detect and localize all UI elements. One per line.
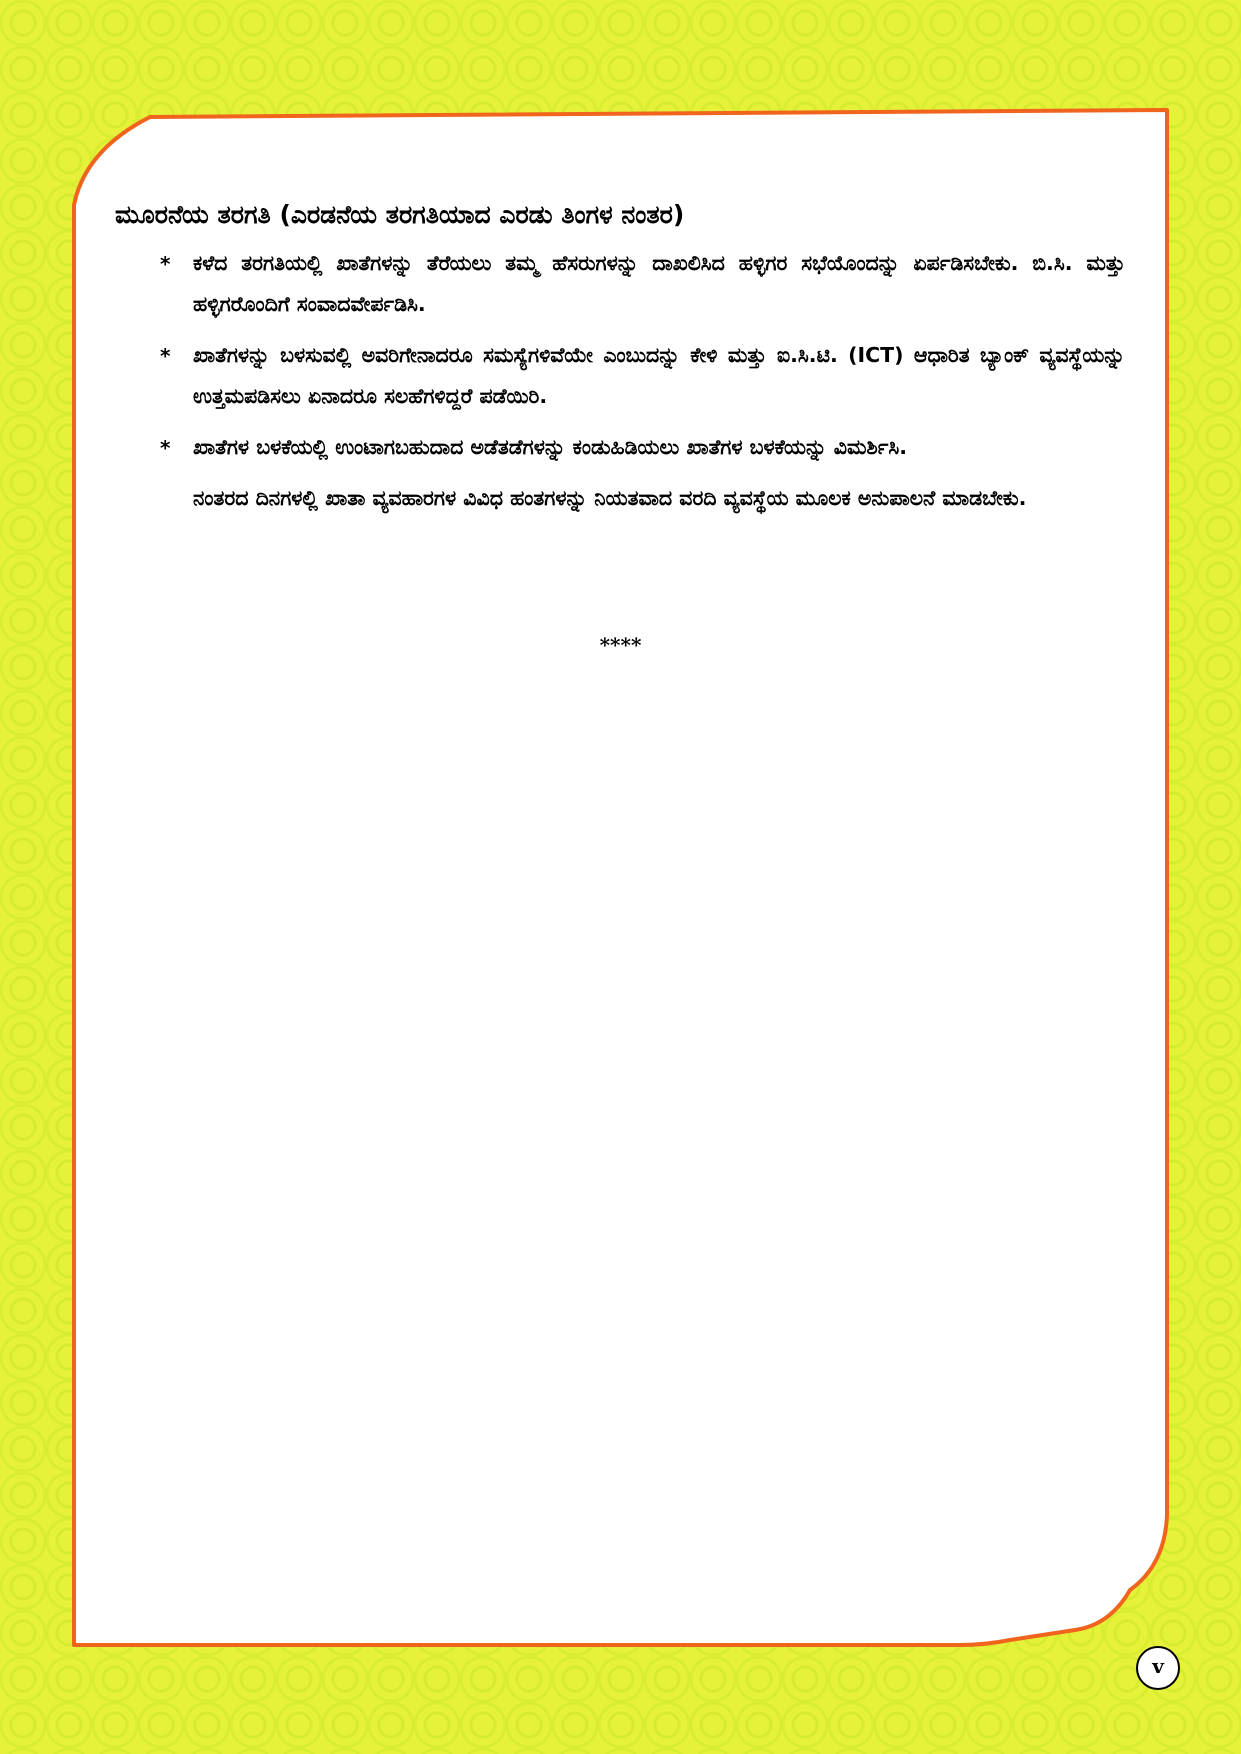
bullet-marker: * — [160, 252, 171, 276]
list-item-text: ಖಾತೆಗಳ ಬಳಕೆಯಲ್ಲಿ ಉಂಟಾಗಬಹುದಾದ ಅಡೆತಡೆಗಳನ್ನು ಕಂಡುಹಿಡಿಯಲು ಖಾತೆಗಳ ಬಳಕೆಯನ್ನು ವಿಮರ್ಶಿಸಿ. — [193, 435, 908, 459]
bullet-marker: * — [160, 344, 171, 368]
section-heading: ಮೂರನೆಯ ತರಗತಿ (ಎರಡನೆಯ ತರಗತಿಯಾದ ಎರಡು ತಿಂಗಳ ನಂತರ) — [115, 200, 685, 229]
activity-list — [115, 243, 1125, 468]
page-number-badge — [1136, 1646, 1180, 1690]
closing-paragraph: ನಂತರದ ದಿನಗಳಲ್ಲಿ ಖಾತಾ ವ್ಯವಹಾರಗಳ ವಿವಿಧ ಹಂತಗಳನ್ನು ನಿಯತವಾದ ವರದಿ ವ್ಯವಸ್ಥೆಯ ಮೂಲಕ ಅನುಪಾಲನೆ ಮಾಡಬೇಕು. — [193, 486, 1027, 510]
main-content — [115, 195, 1125, 519]
page-number: v — [1152, 1654, 1164, 1678]
section-separator: **** — [599, 633, 642, 657]
list-item — [115, 335, 1125, 417]
bullet-marker: * — [160, 436, 171, 460]
list-item-text: ಕಳೆದ ತರಗತಿಯಲ್ಲಿ ಖಾತೆಗಳನ್ನು ತೆರೆಯಲು ತಮ್ಮ ಹೆಸರುಗಳನ್ನು ದಾಖಲಿಸಿದ ಹಳ್ಳಿಗರ ಸಭೆಯೊಂದನ್ನು ಏರ್ಪಡಿಸಬೇಕು. ಬಿ.ಸಿ. ಮತ್ತು ಹಳ್ಳಿಗರೊಂದಿಗೆ ಸಂವಾದವೇರ್ಪಡಿಸಿ. — [193, 251, 1125, 316]
list-item-text: ಖಾತೆಗಳನ್ನು ಬಳಸುವಲ್ಲಿ ಅವರಿಗೇನಾದರೂ ಸಮಸ್ಯೆಗಳಿವೆಯೇ ಎಂಬುದನ್ನು ಕೇಳಿ ಮತ್ತು ಐ.ಸಿ.ಟಿ. (ICT) ಆಧಾರಿತ ಬ್ಯಾಂಕ್ ವ್ಯವಸ್ಥೆಯನ್ನು ಉತ್ತಮಪಡಿಸಲು ಏನಾದರೂ ಸಲಹೆಗಳಿದ್ದರೆ ಪಡೆಯಿರಿ. — [193, 343, 1125, 408]
list-item — [115, 243, 1125, 325]
list-item — [115, 427, 1125, 468]
